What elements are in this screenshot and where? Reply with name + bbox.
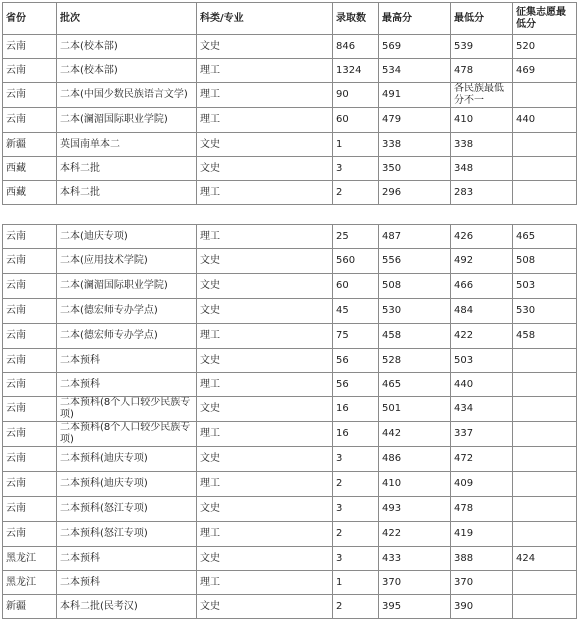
table-row [3,547,577,571]
cell-province: 云南 [3,373,57,397]
cell-batch: 本科二批(民考汉) [57,595,197,619]
cell-batch: 二本(澜湄国际职业学院) [57,108,197,133]
cell-min-score: 440 [451,373,513,397]
separator-cell [451,205,513,225]
cell-min-score: 410 [451,108,513,133]
cell-min-score: 419 [451,522,513,547]
cell-admitted: 3 [333,447,379,472]
cell-admitted: 2 [333,472,379,497]
cell-province: 新疆 [3,595,57,619]
cell-batch: 本科二批 [57,157,197,181]
cell-province: 黑龙江 [3,547,57,571]
cell-max-score: 530 [379,299,451,324]
cell-max-score: 296 [379,181,451,205]
cell-min-score: 478 [451,59,513,83]
cell-supplementary-min [513,83,577,108]
cell-province: 黑龙江 [3,571,57,595]
cell-admitted: 56 [333,349,379,373]
cell-subject: 理工 [197,373,333,397]
cell-admitted: 846 [333,35,379,59]
table-row [3,522,577,547]
cell-province: 云南 [3,472,57,497]
cell-supplementary-min: 458 [513,324,577,349]
table-row [3,595,577,619]
cell-subject: 文史 [197,249,333,274]
cell-admitted: 75 [333,324,379,349]
cell-batch: 二本预科(怒江专项) [57,497,197,522]
cell-supplementary-min [513,522,577,547]
group-separator-row [3,205,577,225]
cell-batch: 二本预科 [57,547,197,571]
cell-admitted: 16 [333,422,379,447]
separator-cell [57,205,197,225]
cell-province: 西藏 [3,181,57,205]
cell-supplementary-min: 530 [513,299,577,324]
separator-cell [197,205,333,225]
table-row [3,472,577,497]
cell-subject: 理工 [197,522,333,547]
cell-supplementary-min [513,133,577,157]
table-row [3,225,577,249]
header-admitted: 录取数 [333,3,379,35]
cell-supplementary-min [513,422,577,447]
cell-admitted: 1324 [333,59,379,83]
cell-min-score: 各民族最低分不一 [451,83,513,108]
cell-supplementary-min: 469 [513,59,577,83]
cell-batch: 二本(校本部) [57,59,197,83]
cell-max-score: 493 [379,497,451,522]
cell-batch: 二本预科 [57,373,197,397]
table-row [3,157,577,181]
cell-province: 云南 [3,108,57,133]
cell-supplementary-min: 520 [513,35,577,59]
cell-min-score: 390 [451,595,513,619]
cell-admitted: 90 [333,83,379,108]
cell-max-score: 338 [379,133,451,157]
cell-province: 云南 [3,225,57,249]
cell-subject: 理工 [197,472,333,497]
cell-min-score: 283 [451,181,513,205]
cell-province: 云南 [3,497,57,522]
table-row [3,299,577,324]
cell-province: 云南 [3,324,57,349]
cell-batch: 二本(迪庆专项) [57,225,197,249]
cell-subject: 文史 [197,157,333,181]
cell-min-score: 348 [451,157,513,181]
cell-max-score: 370 [379,571,451,595]
cell-admitted: 3 [333,547,379,571]
cell-batch: 二本(德宏师专办学点) [57,324,197,349]
cell-batch: 二本(澜湄国际职业学院) [57,274,197,299]
header-min-score: 最低分 [451,3,513,35]
table-row [3,249,577,274]
cell-min-score: 422 [451,324,513,349]
table-row [3,397,577,422]
cell-province: 云南 [3,35,57,59]
cell-subject: 文史 [197,497,333,522]
cell-max-score: 433 [379,547,451,571]
cell-supplementary-min: 503 [513,274,577,299]
table-row [3,35,577,59]
cell-max-score: 508 [379,274,451,299]
cell-max-score: 501 [379,397,451,422]
table-row [3,181,577,205]
cell-max-score: 528 [379,349,451,373]
cell-admitted: 3 [333,497,379,522]
cell-min-score: 484 [451,299,513,324]
cell-min-score: 503 [451,349,513,373]
cell-subject: 理工 [197,422,333,447]
cell-subject: 文史 [197,595,333,619]
cell-min-score: 409 [451,472,513,497]
cell-supplementary-min: 440 [513,108,577,133]
table-row [3,571,577,595]
cell-admitted: 1 [333,133,379,157]
cell-batch: 二本预科(8个人口较少民族专项) [57,397,197,422]
cell-batch: 英国南单本二 [57,133,197,157]
table-row [3,373,577,397]
cell-batch: 二本预科 [57,571,197,595]
table-row [3,83,577,108]
cell-max-score: 465 [379,373,451,397]
cell-subject: 理工 [197,108,333,133]
cell-supplementary-min [513,571,577,595]
cell-max-score: 534 [379,59,451,83]
cell-supplementary-min [513,497,577,522]
cell-subject: 文史 [197,35,333,59]
cell-min-score: 539 [451,35,513,59]
cell-province: 云南 [3,422,57,447]
table-row [3,324,577,349]
cell-batch: 二本预科(怒江专项) [57,522,197,547]
table-row [3,497,577,522]
cell-batch: 本科二批 [57,181,197,205]
cell-subject: 理工 [197,59,333,83]
cell-batch: 二本(中国少数民族语言文学) [57,83,197,108]
cell-subject: 文史 [197,397,333,422]
header-supplementary-min: 征集志愿最低分 [513,3,577,35]
table-row [3,133,577,157]
cell-max-score: 486 [379,447,451,472]
separator-cell [379,205,451,225]
cell-min-score: 426 [451,225,513,249]
cell-province: 云南 [3,59,57,83]
table-row [3,447,577,472]
cell-subject: 理工 [197,571,333,595]
cell-batch: 二本预科 [57,349,197,373]
cell-province: 云南 [3,447,57,472]
table-row [3,59,577,83]
cell-supplementary-min: 508 [513,249,577,274]
cell-province: 云南 [3,397,57,422]
separator-cell [3,205,57,225]
table-row [3,422,577,447]
table-body [3,35,577,619]
cell-admitted: 2 [333,522,379,547]
cell-subject: 理工 [197,83,333,108]
cell-province: 云南 [3,274,57,299]
table-header-row [3,3,577,35]
cell-province: 云南 [3,83,57,108]
cell-province: 云南 [3,249,57,274]
cell-subject: 理工 [197,181,333,205]
header-subject: 科类/专业 [197,3,333,35]
cell-min-score: 434 [451,397,513,422]
cell-max-score: 491 [379,83,451,108]
admission-table-container [2,2,576,619]
cell-max-score: 395 [379,595,451,619]
cell-max-score: 458 [379,324,451,349]
table-row [3,274,577,299]
admission-score-table [2,2,577,619]
cell-admitted: 16 [333,397,379,422]
cell-admitted: 1 [333,571,379,595]
cell-subject: 文史 [197,547,333,571]
cell-batch: 二本预科(迪庆专项) [57,447,197,472]
cell-max-score: 422 [379,522,451,547]
cell-supplementary-min [513,373,577,397]
cell-subject: 文史 [197,299,333,324]
cell-province: 新疆 [3,133,57,157]
cell-admitted: 3 [333,157,379,181]
cell-batch: 二本(德宏师专办学点) [57,299,197,324]
cell-max-score: 410 [379,472,451,497]
cell-admitted: 45 [333,299,379,324]
cell-batch: 二本(校本部) [57,35,197,59]
header-max-score: 最高分 [379,3,451,35]
cell-admitted: 2 [333,181,379,205]
cell-min-score: 388 [451,547,513,571]
cell-supplementary-min [513,447,577,472]
cell-province: 云南 [3,299,57,324]
cell-supplementary-min [513,181,577,205]
cell-province: 西藏 [3,157,57,181]
cell-batch: 二本(应用技术学院) [57,249,197,274]
cell-supplementary-min [513,397,577,422]
cell-admitted: 60 [333,274,379,299]
cell-batch: 二本预科(8个人口较少民族专项) [57,422,197,447]
cell-min-score: 472 [451,447,513,472]
header-province: 省份 [3,3,57,35]
cell-supplementary-min [513,157,577,181]
cell-supplementary-min [513,472,577,497]
cell-max-score: 479 [379,108,451,133]
cell-max-score: 487 [379,225,451,249]
cell-admitted: 60 [333,108,379,133]
cell-min-score: 338 [451,133,513,157]
cell-batch: 二本预科(迪庆专项) [57,472,197,497]
cell-supplementary-min: 424 [513,547,577,571]
table-row [3,349,577,373]
cell-subject: 理工 [197,324,333,349]
cell-province: 云南 [3,522,57,547]
table-row [3,108,577,133]
cell-min-score: 337 [451,422,513,447]
cell-admitted: 560 [333,249,379,274]
cell-admitted: 2 [333,595,379,619]
cell-max-score: 556 [379,249,451,274]
cell-supplementary-min: 465 [513,225,577,249]
cell-min-score: 466 [451,274,513,299]
cell-subject: 文史 [197,349,333,373]
header-batch: 批次 [57,3,197,35]
cell-subject: 文史 [197,274,333,299]
cell-max-score: 442 [379,422,451,447]
cell-admitted: 56 [333,373,379,397]
cell-min-score: 492 [451,249,513,274]
cell-max-score: 569 [379,35,451,59]
cell-province: 云南 [3,349,57,373]
cell-supplementary-min [513,595,577,619]
cell-max-score: 350 [379,157,451,181]
cell-supplementary-min [513,349,577,373]
cell-subject: 文史 [197,447,333,472]
cell-min-score: 370 [451,571,513,595]
cell-subject: 文史 [197,133,333,157]
cell-subject: 理工 [197,225,333,249]
cell-min-score: 478 [451,497,513,522]
cell-admitted: 25 [333,225,379,249]
separator-cell [513,205,577,225]
separator-cell [333,205,379,225]
